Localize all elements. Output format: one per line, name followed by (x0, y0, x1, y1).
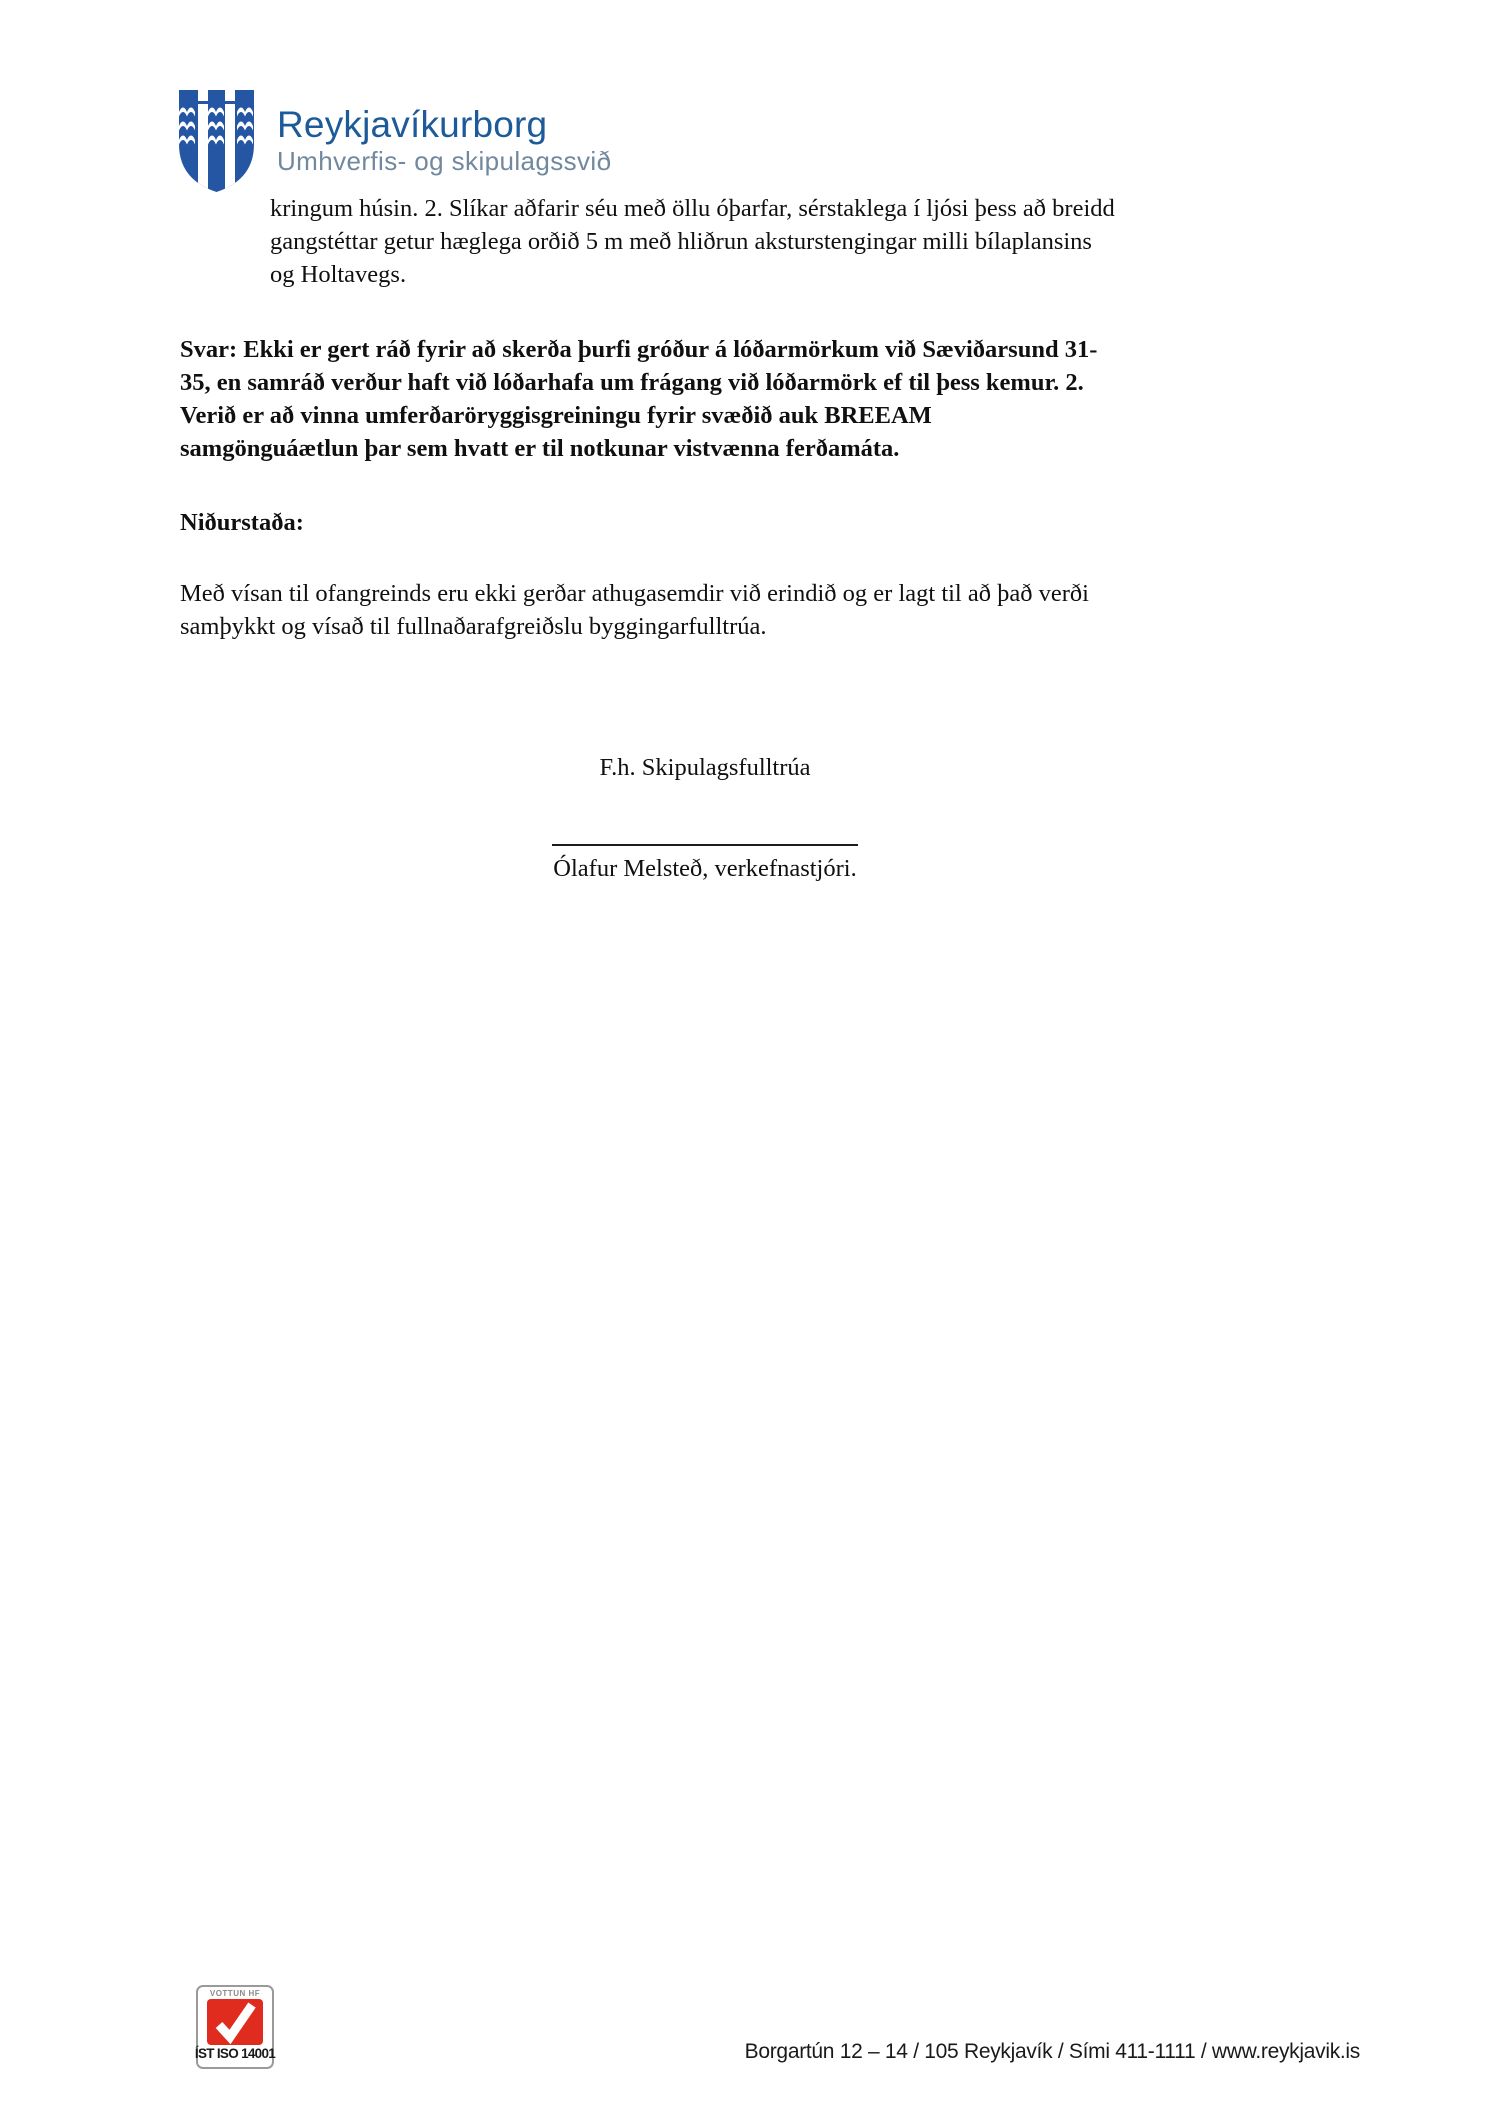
organization-name: Reykjavíkurborg (277, 104, 548, 145)
quoted-paragraph-line: og Holtavegs. (270, 261, 407, 288)
signature-on-behalf: F.h. Skipulagsfulltrúa (599, 754, 811, 781)
footer-address: Borgartún 12 – 14 / 105 Reykjavík / Sími 411-1111 / www.reykjavik.is (744, 2040, 1360, 2063)
reykjavik-coat-of-arms-icon (177, 88, 256, 194)
conclusion-paragraph-line: samþykkt og vísað til fullnaðarafgreiðslu byggingarfulltrúa. (180, 613, 767, 640)
letterhead-text (277, 88, 611, 176)
quoted-paragraph-line: gangstéttar getur hæglega orðið 5 m með hliðrun aksturstengingar milli bílaplansins (270, 228, 1092, 255)
answer-paragraph (180, 333, 1097, 465)
letterhead (177, 88, 611, 194)
answer-paragraph-line: 35, en samráð verður haft við lóðarhafa um frágang við lóðarmörk ef til þess kemur. 2. (180, 369, 1084, 396)
department-name: Umhverfis- og skipulagssvið (277, 146, 612, 176)
iso-certification-badge (196, 1985, 274, 2069)
answer-paragraph-line: Verið er að vinna umferðaröryggisgreiningu fyrir svæðið auk BREEAM (180, 402, 932, 429)
signature-block (155, 751, 1255, 885)
answer-paragraph-line: Svar: Ekki er gert ráð fyrir að skerða þurfi gróður á lóðarmörkum við Sæviðarsund 31- (180, 336, 1098, 363)
signature-line (552, 844, 858, 846)
conclusion-paragraph (180, 577, 1089, 643)
quoted-paragraph-line: kringum húsin. 2. Slíkar aðfarir séu með öllu óþarfar, sérstaklega í ljósi þess að breidd (270, 195, 1115, 222)
signatory-name: Ólafur Melsteð, verkefnastjóri. (553, 855, 857, 882)
answer-paragraph-line: samgönguáætlun þar sem hvatt er til notkunar vistvænna ferðamáta. (180, 435, 900, 462)
checkmark-icon (207, 1999, 263, 2045)
certification-issuer-label: VOTTUN HF (209, 1989, 261, 1998)
certification-standard-label: ÍST ISO 14001 (194, 2046, 276, 2061)
quoted-paragraph (270, 192, 1115, 291)
conclusion-paragraph-line: Með vísan til ofangreinds eru ekki gerðar athugasemdir við erindið og er lagt til að það verði (180, 580, 1089, 607)
conclusion-heading: Niðurstaða: (180, 509, 304, 536)
